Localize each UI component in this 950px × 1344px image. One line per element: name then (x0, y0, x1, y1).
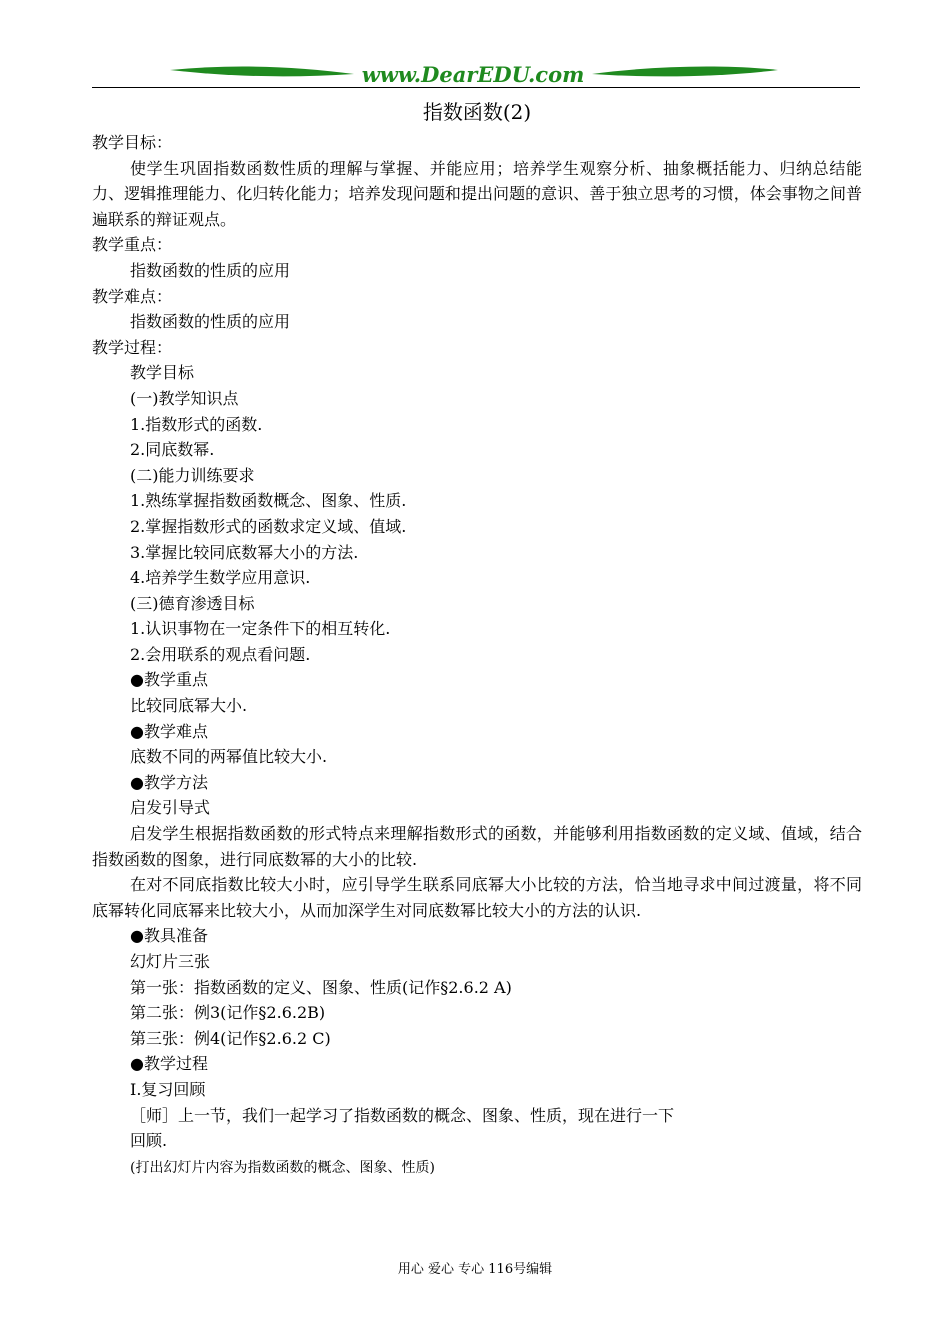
list-item: 2.掌握指数形式的函数求定义域、值域. (130, 516, 407, 536)
site-header-banner (92, 58, 860, 90)
subheading-goals: 教学目标 (130, 363, 195, 383)
list-item: 3.掌握比较同底数幂大小的方法. (130, 542, 359, 562)
slide-note: (打出幻灯片内容为指数函数的概念、图象、性质) (130, 1159, 435, 1176)
materials-text: 幻灯片三张 (130, 952, 211, 971)
slide-item: 第一张：指数函数的定义、图象、性质(记作§2.6.2 A) (130, 977, 512, 997)
list-item: 2.同底数幂. (130, 440, 215, 460)
list-item: 1.认识事物在一定条件下的相互转化. (130, 619, 391, 639)
document-page (92, 96, 862, 1180)
section-heading-key-points: 教学重点： (92, 235, 173, 255)
leaf-swoosh-logo (92, 58, 860, 90)
method-paragraph-2: 在对不同底指数比较大小时，应引导学生联系同底幂大小比较的方法，恰当地寻求中间过渡量，将不同底幂转化同底幂来比较大小，从而加深学生对同底数幂比较大小的方法的认识. (92, 875, 862, 920)
page-footer: 用心 爱心 专心 116号编辑 (397, 1262, 553, 1277)
bullet-heading-difficulty: ●教学难点 (130, 721, 208, 741)
subheading-knowledge: (一)教学知识点 (130, 388, 239, 408)
objectives-paragraph: 使学生巩固指数函数性质的理解与掌握、并能应用；培养学生观察分析、抽象概括能力、归纳总结能力、逻辑推理能力、化归转化能力；培养发现问题和提出问题的意识、善于独立思考的习惯，体会事物之间普遍联系的辩证观点。 (92, 158, 862, 229)
section-heading-process: 教学过程： (92, 337, 173, 357)
document-title: 指数函数(2) (422, 100, 532, 124)
slide-item: 第二张：例3(记作§2.6.2B) (130, 1003, 326, 1023)
left-leaf-icon (170, 67, 354, 77)
section-heading-objectives: 教学目标： (92, 133, 173, 152)
bullet-heading-method: ●教学方法 (130, 772, 208, 792)
right-leaf-icon (592, 67, 778, 77)
bullet-heading-process: ●教学过程 (130, 1054, 208, 1074)
list-item: 1.熟练掌握指数函数概念、图象、性质. (130, 491, 407, 511)
subheading-moral: (三)德育渗透目标 (130, 593, 255, 613)
slide-item: 第三张：例4(记作§2.6.2 C) (130, 1028, 331, 1048)
key-point-text: 比较同底幂大小. (130, 696, 248, 716)
method-paragraph-1: 启发学生根据指数函数的形式特点来理解指数形式的函数，并能够利用指数函数的定义域、值域，结合指数函数的图象，进行同底数幂的大小的比较. (92, 824, 862, 869)
logo-text: www.DearEDU.com (361, 62, 585, 87)
subheading-ability: (二)能力训练要求 (130, 465, 255, 485)
header-rule (92, 87, 860, 88)
key-points-text: 指数函数的性质的应用 (130, 260, 291, 280)
bullet-heading-key-point: ●教学重点 (130, 670, 208, 690)
bullet-heading-materials: ●教具准备 (130, 926, 208, 946)
difficulties-text: 指数函数的性质的应用 (130, 312, 291, 332)
list-item: 2.会用联系的观点看问题. (130, 644, 311, 664)
section-heading-difficulties: 教学难点： (92, 286, 173, 306)
list-item: 4.培养学生数学应用意识. (130, 568, 311, 588)
difficulty-text: 底数不同的两幂值比较大小. (130, 747, 328, 767)
method-text: 启发引导式 (130, 798, 211, 818)
review-heading: Ⅰ.复习回顾 (130, 1079, 206, 1099)
list-item: 1.指数形式的函数. (130, 414, 263, 434)
teacher-line-cont: 回顾. (130, 1131, 168, 1151)
teacher-line: ［师］上一节，我们一起学习了指数函数的概念、图象、性质，现在进行一下 (130, 1105, 675, 1125)
